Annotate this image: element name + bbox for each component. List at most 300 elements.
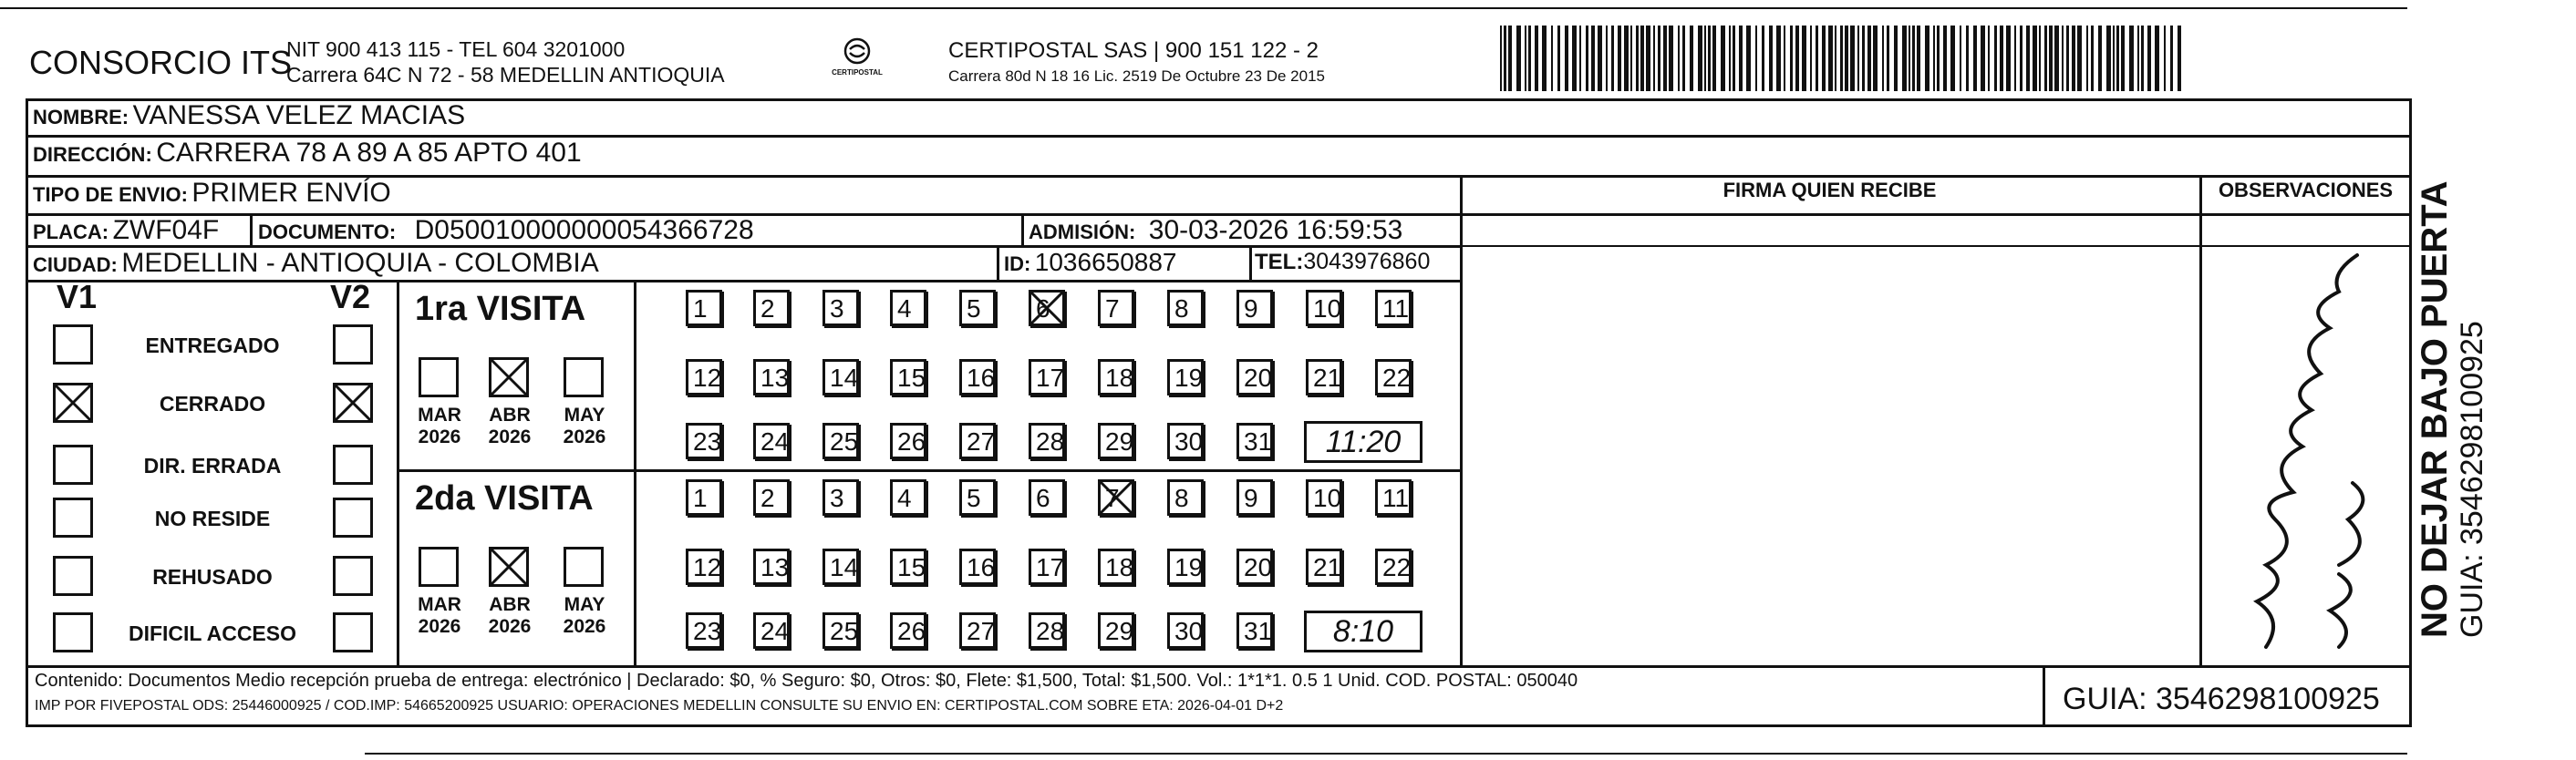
barcode-bar (1516, 26, 1521, 91)
direccion-row: DIRECCIÓN: CARRERA 78 A 89 A 85 APTO 401 (33, 138, 582, 168)
year-label: 2026 (563, 616, 606, 637)
barcode-bar (1850, 26, 1855, 91)
barcode-bar (2077, 26, 2082, 91)
month-label: ABR (489, 405, 531, 426)
day-box[interactable] (890, 612, 926, 649)
day-box[interactable] (753, 549, 790, 585)
day-box[interactable] (1098, 423, 1134, 459)
year-label: 2026 (488, 616, 532, 637)
day-box[interactable] (959, 479, 996, 516)
footer-guia: GUIA: 3546298100925 (2063, 682, 2380, 716)
barcode-bar (2116, 26, 2119, 91)
status-option-label: NO RESIDE (154, 507, 271, 530)
barcode-bar (1682, 26, 1685, 91)
barcode-bar (2178, 26, 2181, 91)
month-caption (485, 594, 534, 638)
barcode-bar (2121, 26, 2125, 91)
day-number: 8 (1174, 294, 1189, 323)
day-number: 11 (1382, 484, 1410, 512)
barcode-bar (2155, 26, 2159, 91)
v2-checkbox[interactable] (333, 445, 373, 485)
id-value: 1036650887 (1034, 248, 1177, 276)
day-box[interactable] (1236, 290, 1273, 326)
barcode-bar (2086, 26, 2088, 91)
day-number: 3 (830, 294, 844, 323)
barcode-bar (2020, 26, 2023, 91)
visit-time-box[interactable]: 8:10 (1304, 611, 1422, 652)
day-box[interactable] (959, 612, 996, 649)
day-number: 8 (1174, 484, 1189, 512)
day-box[interactable] (1167, 479, 1204, 516)
day-number: 25 (830, 427, 859, 456)
barcode-bar (1857, 26, 1859, 91)
certipostal-logo-icon (839, 36, 875, 66)
day-box[interactable] (1375, 359, 1412, 395)
day-box[interactable] (822, 479, 859, 516)
barcode-bar (1902, 26, 1907, 91)
barcode-bar (2049, 26, 2053, 91)
barcode-bar (1912, 26, 1915, 91)
x-mark-icon (1098, 479, 1134, 516)
day-box[interactable] (1098, 479, 1134, 516)
day-box[interactable] (1098, 290, 1134, 326)
day-box[interactable] (686, 479, 722, 516)
day-box[interactable] (890, 359, 926, 395)
barcode-bar (1572, 26, 1577, 91)
x-mark-icon (53, 383, 93, 423)
day-number: 18 (1105, 364, 1134, 392)
day-box[interactable] (822, 290, 859, 326)
month-label: ABR (489, 594, 531, 615)
v1-checkbox[interactable] (53, 498, 93, 538)
day-number: 4 (897, 294, 912, 323)
day-box[interactable] (686, 423, 722, 459)
barcode-bar (1591, 26, 1595, 91)
barcode-bar (2000, 26, 2003, 91)
month-label: MAY (564, 594, 605, 615)
barcode-bar (2039, 26, 2041, 91)
tipo-envio-row: TIPO DE ENVIO: PRIMER ENVÍO (33, 178, 391, 208)
barcode-bar (2098, 26, 2102, 91)
barcode-bar (1887, 26, 1889, 91)
barcode-bar (1845, 26, 1848, 91)
month-checkbox[interactable] (419, 357, 459, 397)
barcode-bar (1606, 26, 1608, 91)
status-option-label: ENTREGADO (145, 334, 280, 357)
day-box[interactable] (890, 423, 926, 459)
day-number: 3 (830, 484, 844, 512)
barcode-bar (1937, 26, 1940, 91)
barcode-bar (2129, 26, 2134, 91)
day-box[interactable] (1098, 359, 1134, 395)
barcode-bar (1776, 26, 1781, 91)
day-box[interactable] (1029, 612, 1065, 649)
day-number: 16 (967, 553, 996, 581)
v1-label: V1 (57, 278, 98, 315)
day-box[interactable] (890, 479, 926, 516)
day-box[interactable] (1167, 359, 1204, 395)
barcode-bar (1690, 26, 1693, 91)
day-number: 27 (967, 427, 996, 456)
documento-value: D050010000000054366728 (414, 215, 754, 245)
observaciones-header: OBSERVACIONES (2218, 179, 2394, 201)
side-text: NO DEJAR BAJO PUERTA GUIA: 3546298100925 (2415, 180, 2489, 638)
month-caption (415, 405, 464, 448)
day-number: 31 (1244, 617, 1273, 645)
admision-field: ADMISIÓN: 30-03-2026 16:59:53 (1029, 215, 1403, 245)
day-number: 9 (1244, 294, 1258, 323)
x-mark-icon (333, 383, 373, 423)
day-number: 26 (897, 617, 926, 645)
day-box[interactable] (753, 359, 790, 395)
month-caption (560, 594, 609, 638)
barcode-bar (1624, 26, 1629, 91)
footer-line2: IMP POR FIVEPOSTAL ODS: 25446000925 / COD.IMP: 54665200925 USUARIO: OPERACIONES MEDELLIN CONSULTE SU ENVIO EN: CERTIPOSTAL.COM SOBRE ETA: 2026-04-01 D+2 (35, 698, 1284, 714)
day-number: 14 (830, 364, 859, 392)
barcode-bar (2106, 26, 2111, 91)
day-box[interactable] (686, 290, 722, 326)
barcode-bar (1739, 26, 1743, 91)
barcode-bar (1966, 26, 1969, 91)
ciudad-row: CIUDAD: MEDELLIN - ANTIOQUIA - COLOMBIA (33, 248, 599, 278)
day-box[interactable] (822, 549, 859, 585)
barcode-bar (1542, 26, 1547, 91)
day-box[interactable] (1029, 423, 1065, 459)
nombre-row: NOMBRE: VANESSA VELEZ MACIAS (33, 100, 466, 130)
tel-value: 3043976860 (1303, 249, 1431, 274)
barcode-bar (1598, 26, 1602, 91)
month-caption (485, 405, 534, 448)
barcode-bar (2170, 26, 2173, 91)
day-box[interactable] (1236, 479, 1273, 516)
barcode-bar (1646, 26, 1650, 91)
day-number: 21 (1313, 553, 1342, 581)
day-box[interactable] (1098, 549, 1134, 585)
day-box[interactable] (890, 290, 926, 326)
barcode-bar (1504, 26, 1506, 91)
day-number: 6 (1036, 484, 1050, 512)
barcode-bar (1867, 26, 1871, 91)
barcode-bar (1973, 26, 1977, 91)
day-number: 14 (830, 553, 859, 581)
day-box[interactable] (1236, 423, 1273, 459)
barcode-bar (1611, 26, 1614, 91)
barcode-bar (1630, 26, 1632, 91)
month-label: MAY (564, 405, 605, 426)
year-label: 2026 (418, 426, 461, 447)
barcode-bar (1729, 26, 1731, 91)
barcode-bar (1822, 26, 1826, 91)
barcode-bar (1528, 26, 1531, 91)
visit-time-box[interactable]: 11:20 (1304, 421, 1422, 463)
certipostal-logo: CERTIPOSTAL (830, 36, 885, 77)
barcode-bar (1698, 26, 1702, 91)
barcode-bar (2072, 26, 2075, 91)
barcode-bar (1840, 26, 1843, 91)
barcode-bar (1535, 26, 1538, 91)
day-box[interactable] (822, 359, 859, 395)
day-number: 12 (693, 553, 722, 581)
day-box[interactable] (1167, 612, 1204, 649)
id-field: ID: 1036650887 (1004, 248, 1177, 276)
day-number: 19 (1174, 553, 1204, 581)
ciudad-value: MEDELLIN - ANTIOQUIA - COLOMBIA (121, 248, 599, 278)
barcode-bar (1721, 26, 1725, 91)
barcode-bar (2054, 26, 2059, 91)
year-label: 2026 (418, 616, 461, 637)
barcode-bar (1795, 26, 1799, 91)
day-number: 1 (693, 484, 708, 512)
barcode-bar (1755, 26, 1757, 91)
barcode-bar (1960, 26, 1961, 91)
barcode-bar (1933, 26, 1935, 91)
x-mark-icon (489, 547, 529, 587)
barcode-bar (1586, 26, 1588, 91)
day-box[interactable] (959, 549, 996, 585)
status-option-label: DIR. ERRADA (143, 454, 282, 478)
day-number: 19 (1174, 364, 1204, 392)
placa-field: PLACA: ZWF04F (33, 215, 220, 245)
barcode-bar (2147, 26, 2151, 91)
day-number: 15 (897, 364, 926, 392)
day-box[interactable] (686, 359, 722, 395)
day-number: 13 (760, 553, 790, 581)
status-option-label: REHUSADO (152, 565, 273, 589)
barcode-bar (2062, 26, 2064, 91)
barcode-bar (1551, 26, 1553, 91)
barcode-bar (1640, 26, 1644, 91)
barcode-bar (1579, 26, 1581, 91)
signature-area[interactable] (1463, 248, 2197, 663)
barcode-bar (1988, 26, 1990, 91)
v1-checkbox[interactable] (53, 612, 93, 652)
day-number: 2 (760, 294, 775, 323)
status-option-label: DIFICIL ACCESO (128, 621, 296, 645)
day-number: 12 (693, 364, 722, 392)
barcode-bar (1704, 26, 1706, 91)
admision-value: 30-03-2026 16:59:53 (1148, 215, 1403, 245)
day-number: 24 (760, 427, 790, 456)
barcode-bar (1835, 26, 1836, 91)
barcode (1500, 26, 2184, 91)
barcode-bar (2164, 26, 2166, 91)
barcode-bar (1790, 26, 1793, 91)
day-box[interactable] (822, 423, 859, 459)
month-checkbox[interactable] (489, 547, 529, 587)
day-number: 4 (897, 484, 912, 512)
placa-value: ZWF04F (112, 215, 220, 245)
day-number: 25 (830, 617, 859, 645)
barcode-bar (1828, 26, 1833, 91)
barcode-bar (2113, 26, 2115, 91)
day-box[interactable] (1098, 612, 1134, 649)
barcode-bar (1925, 26, 1929, 91)
day-number: 21 (1313, 364, 1342, 392)
month-caption (415, 594, 464, 638)
day-number: 5 (967, 294, 981, 323)
day-box[interactable] (1167, 549, 1204, 585)
v1-checkbox[interactable] (53, 383, 93, 423)
day-box[interactable] (753, 290, 790, 326)
day-box[interactable] (1306, 290, 1342, 326)
day-box[interactable] (1375, 479, 1412, 516)
day-box[interactable] (753, 612, 790, 649)
day-box[interactable] (1375, 549, 1412, 585)
barcode-bar (2066, 26, 2069, 91)
v2-checkbox[interactable] (333, 612, 373, 652)
v1-checkbox[interactable] (53, 556, 93, 596)
day-box[interactable] (1306, 549, 1342, 585)
barcode-bar (1769, 26, 1773, 91)
day-number: 26 (897, 427, 926, 456)
barcode-bar (1658, 26, 1660, 91)
day-box[interactable] (890, 549, 926, 585)
day-number: 20 (1244, 553, 1273, 581)
day-box[interactable] (1236, 612, 1273, 649)
day-box[interactable] (1306, 359, 1342, 395)
day-number: 28 (1036, 427, 1065, 456)
year-label: 2026 (488, 426, 532, 447)
day-number: 30 (1174, 427, 1204, 456)
v2-checkbox[interactable] (333, 383, 373, 423)
top-border (0, 7, 2407, 9)
day-number: 10 (1313, 294, 1342, 323)
day-number: 1 (693, 294, 708, 323)
day-number: 18 (1105, 553, 1134, 581)
barcode-bar (2033, 26, 2037, 91)
day-box[interactable] (686, 549, 722, 585)
status-option-label: CERRADO (159, 392, 266, 416)
visit1-title: 1ra VISITA (415, 290, 586, 328)
direccion-value: CARRERA 78 A 89 A 85 APTO 401 (156, 138, 582, 168)
barcode-bar (1708, 26, 1711, 91)
barcode-bar (1802, 26, 1806, 91)
month-checkbox[interactable] (564, 547, 604, 587)
barcode-bar (1557, 26, 1560, 91)
barcode-bar (1917, 26, 1920, 91)
day-box[interactable] (959, 359, 996, 395)
barcode-bar (1909, 26, 1910, 91)
month-checkbox[interactable] (564, 357, 604, 397)
barcode-bar (1746, 26, 1751, 91)
month-checkbox[interactable] (419, 547, 459, 587)
day-box[interactable] (822, 612, 859, 649)
day-number: 5 (967, 484, 981, 512)
barcode-bar (1894, 26, 1898, 91)
month-label: MAR (418, 594, 461, 615)
barcode-bar (1816, 26, 1818, 91)
barcode-bar (1810, 26, 1812, 91)
documento-field: DOCUMENTO: D050010000000054366728 (258, 215, 754, 245)
day-box[interactable] (1236, 359, 1273, 395)
day-box[interactable] (1029, 359, 1065, 395)
barcode-bar (1762, 26, 1764, 91)
barcode-bar (1678, 26, 1680, 91)
day-box[interactable] (1029, 290, 1065, 326)
day-box[interactable] (753, 423, 790, 459)
tipo-envio-value: PRIMER ENVÍO (191, 178, 391, 208)
barcode-bar (1943, 26, 1947, 91)
barcode-bar (1873, 26, 1878, 91)
v1-checkbox[interactable] (53, 445, 93, 485)
day-box[interactable] (959, 290, 996, 326)
barcode-bar (1565, 26, 1568, 91)
day-number: 6 (1036, 294, 1050, 323)
barcode-bar (1862, 26, 1865, 91)
day-box[interactable] (753, 479, 790, 516)
x-mark-icon (489, 357, 529, 397)
day-box[interactable] (686, 612, 722, 649)
barcode-bar (2044, 26, 2047, 91)
day-number: 29 (1105, 427, 1134, 456)
day-number: 2 (760, 484, 775, 512)
barcode-bar (1636, 26, 1639, 91)
day-number: 17 (1036, 553, 1065, 581)
barcode-bar (1981, 26, 1985, 91)
month-caption (560, 405, 609, 448)
barcode-bar (1712, 26, 1716, 91)
year-label: 2026 (563, 426, 606, 447)
day-box[interactable] (1375, 290, 1412, 326)
day-number: 17 (1036, 364, 1065, 392)
day-box[interactable] (1029, 549, 1065, 585)
barcode-bar (1525, 26, 1526, 91)
day-number: 15 (897, 553, 926, 581)
v2-label: V2 (330, 278, 371, 315)
barcode-bar (1508, 26, 1512, 91)
day-number: 13 (760, 364, 790, 392)
day-number: 9 (1244, 484, 1258, 512)
day-box[interactable] (1167, 290, 1204, 326)
month-checkbox[interactable] (489, 357, 529, 397)
day-box[interactable] (1236, 549, 1273, 585)
barcode-bar (2026, 26, 2030, 91)
barcode-bar (2137, 26, 2139, 91)
day-number: 24 (760, 617, 790, 645)
day-number: 11 (1382, 294, 1410, 323)
day-number: 22 (1382, 364, 1412, 392)
barcode-bar (2091, 26, 2094, 91)
day-box[interactable] (959, 423, 996, 459)
day-number: 22 (1382, 553, 1412, 581)
barcode-bar (1784, 26, 1785, 91)
v2-checkbox[interactable] (333, 498, 373, 538)
day-box[interactable] (1029, 479, 1065, 516)
barcode-bar (1994, 26, 1997, 91)
day-number: 7 (1105, 484, 1120, 512)
barcode-bar (1950, 26, 1955, 91)
day-number: 16 (967, 364, 996, 392)
barcode-bar (1618, 26, 1621, 91)
v1-checkbox[interactable] (53, 324, 93, 365)
day-number: 31 (1244, 427, 1273, 456)
barcode-bar (2006, 26, 2011, 91)
day-box[interactable] (1306, 479, 1342, 516)
nombre-value: VANESSA VELEZ MACIAS (132, 100, 466, 130)
day-box[interactable] (1167, 423, 1204, 459)
tel-field: TEL:3043976860 (1255, 249, 1431, 274)
v2-checkbox[interactable] (333, 556, 373, 596)
company-info: NIT 900 413 115 - TEL 604 3201000 Carrera 64C N 72 - 58 MEDELLIN ANTIOQUIA (286, 37, 725, 87)
day-number: 28 (1036, 617, 1065, 645)
barcode-bar (1663, 26, 1667, 91)
barcode-bar (2014, 26, 2016, 91)
x-mark-icon (1029, 290, 1065, 326)
v2-checkbox[interactable] (333, 324, 373, 365)
barcode-bar (1733, 26, 1735, 91)
company-name: CONSORCIO ITS (29, 44, 293, 81)
day-number: 30 (1174, 617, 1204, 645)
